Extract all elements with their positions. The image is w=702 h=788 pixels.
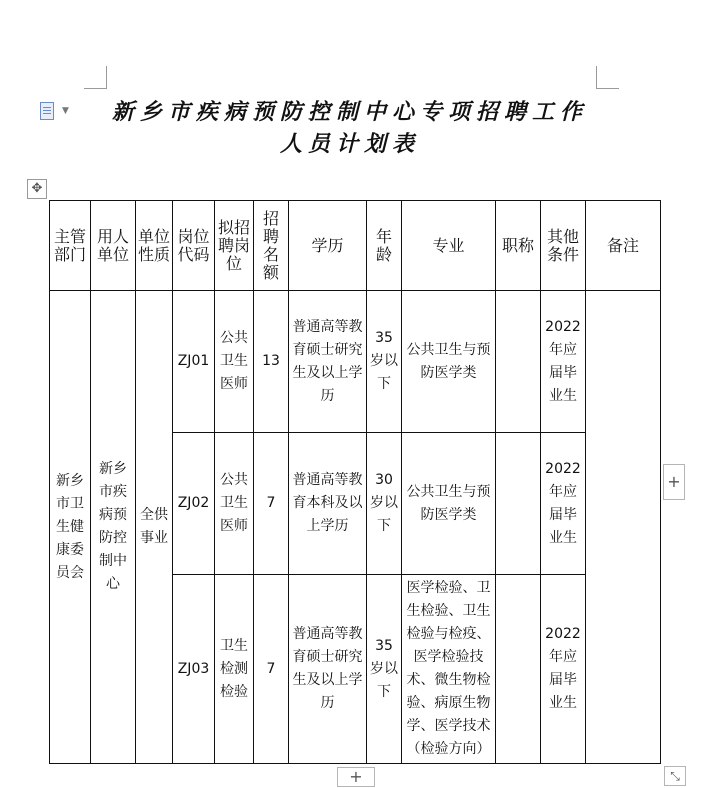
cell-nature [136,291,173,764]
header-title-text: 职称 [501,235,534,255]
header-major [402,201,496,291]
cell-title [496,433,541,575]
paste-options-icon[interactable] [40,102,70,120]
plus-icon: + [349,767,363,786]
cell-age [367,433,402,575]
cell-position [215,433,254,575]
page-corner-mark-left [84,66,107,89]
cell-code-text: ZJ03 [177,660,210,677]
cell-unit [91,291,136,764]
header-nature-text: 单位性质 [138,226,171,264]
cell-unit-text: 新乡市疾病预防控制中心 [99,461,127,592]
cell-other [541,433,586,575]
table-row [50,291,661,433]
document-title: 新乡市疾病预防控制中心专项招聘工作人员计划表 [111,99,588,157]
recruitment-plan-table [49,200,661,764]
cell-age [367,291,402,433]
cell-count-text: 13 [262,353,280,369]
header-dept-text: 主管部门 [53,226,86,264]
header-dept [50,201,91,291]
cell-dept [50,291,91,764]
header-title [496,201,541,291]
cell-education-text: 普通高等教育本科及以上学历 [292,472,363,534]
cell-age-text: 30岁以下 [370,472,398,534]
header-position-text: 拟招聘岗位 [217,217,250,273]
header-age [367,201,402,291]
cell-position-text: 公共卫生医师 [220,472,248,534]
cell-major-text: 公共卫生与预防医学类 [406,341,491,381]
cell-education-text: 普通高等教育硕士研究生及以上学历 [292,626,363,711]
cell-count [254,291,289,433]
cell-code-text: ZJ01 [177,353,210,369]
cell-count-text: 7 [266,495,276,511]
table-header-row [50,201,661,291]
cell-position [215,291,254,433]
plus-icon: + [667,472,681,491]
cell-count-text: 7 [266,660,276,677]
header-nature [136,201,173,291]
add-column-button[interactable] [663,464,685,500]
cell-other [541,575,586,764]
header-position [215,201,254,291]
header-remark [586,201,661,291]
cell-dept-text: 新乡市卫生健康委员会 [56,472,84,581]
header-count [254,201,289,291]
cell-age-text: 35岁以下 [370,637,398,700]
header-count-text: 招聘名额 [262,208,279,282]
cell-major-text: 医学检验、卫生检验、卫生检验与检疫、医学检验技术、微生物检验、病原生物学、医学技术（检验方向） [406,580,491,757]
header-education [289,201,367,291]
cell-title [496,575,541,764]
cell-code-text: ZJ02 [177,495,210,511]
header-other [541,201,586,291]
cell-other-text: 2022年应届毕业生 [545,318,581,404]
header-education-text: 学历 [311,235,344,255]
header-unit-text: 用人单位 [96,226,129,264]
clipboard-icon [40,102,54,120]
header-remark-text: 备注 [606,235,639,255]
cell-count [254,575,289,764]
cell-code [173,433,215,575]
cell-education-text: 普通高等教育硕士研究生及以上学历 [292,318,363,404]
header-other-text: 其他条件 [546,226,579,264]
cell-age-text: 35岁以下 [370,330,398,392]
cell-code [173,575,215,764]
header-unit [91,201,136,291]
cell-major-text: 公共卫生与预防医学类 [406,483,491,523]
header-code-text: 岗位代码 [177,226,210,264]
cell-position [215,575,254,764]
cell-major [402,575,496,764]
cell-age [367,575,402,764]
header-code [173,201,215,291]
cell-education [289,575,367,764]
resize-icon[interactable]: ⤡ [664,766,686,786]
header-age-text: 年龄 [375,226,392,264]
cell-title [496,291,541,433]
chevron-down-icon: ▼ [62,106,69,116]
add-row-button[interactable] [337,767,375,787]
cell-education [289,291,367,433]
cell-other [541,291,586,433]
cell-position-text: 公共卫生医师 [220,330,248,392]
cell-count [254,433,289,575]
cell-position-text: 卫生检测检验 [220,637,248,700]
cell-other-text: 2022年应届毕业生 [545,460,581,546]
cell-code [173,291,215,433]
cell-nature-text: 全供事业 [140,507,168,546]
cell-major [402,433,496,575]
page-corner-mark-right [596,66,619,89]
cell-remark [586,291,661,764]
move-icon[interactable]: ✥ [27,179,47,199]
cell-other-text: 2022年应届毕业生 [545,626,581,711]
header-major-text: 专业 [432,235,465,255]
cell-education [289,433,367,575]
cell-major [402,291,496,433]
